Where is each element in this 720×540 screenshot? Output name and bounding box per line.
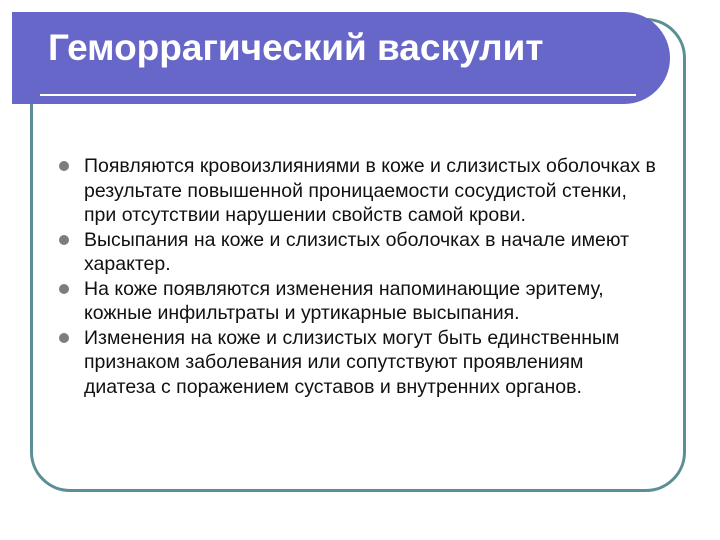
bullet-icon — [59, 161, 69, 171]
bullet-icon — [59, 284, 69, 294]
bullet-item — [58, 326, 658, 400]
bullet-text: Изменения на коже и слизистых могут быть единственным признаком заболевания или сопутствуют проявлениям диатеза с поражением суставов и внутренних органов. — [84, 326, 620, 398]
bullet-text: На коже появляются изменения напоминающие эритему, кожные инфильтраты и уртикарные высыпания. — [84, 277, 604, 324]
title-underline — [40, 94, 636, 96]
bullet-item — [58, 154, 658, 228]
bullet-icon — [59, 235, 69, 245]
bullet-text: Высыпания на коже и слизистых оболочках в начале имеют характер. — [84, 228, 630, 275]
slide-title: Геморрагический васкулит — [48, 27, 544, 68]
bullet-text: Появляются кровоизлияниями в коже и слизистых оболочках в результате повышенной проницаемости сосудистой стенки, при отсутствии нарушении свойств самой крови. — [84, 155, 656, 226]
bullet-list — [58, 154, 658, 399]
bullet-item — [58, 277, 658, 326]
bullet-item — [58, 228, 658, 277]
bullet-icon — [59, 333, 69, 343]
